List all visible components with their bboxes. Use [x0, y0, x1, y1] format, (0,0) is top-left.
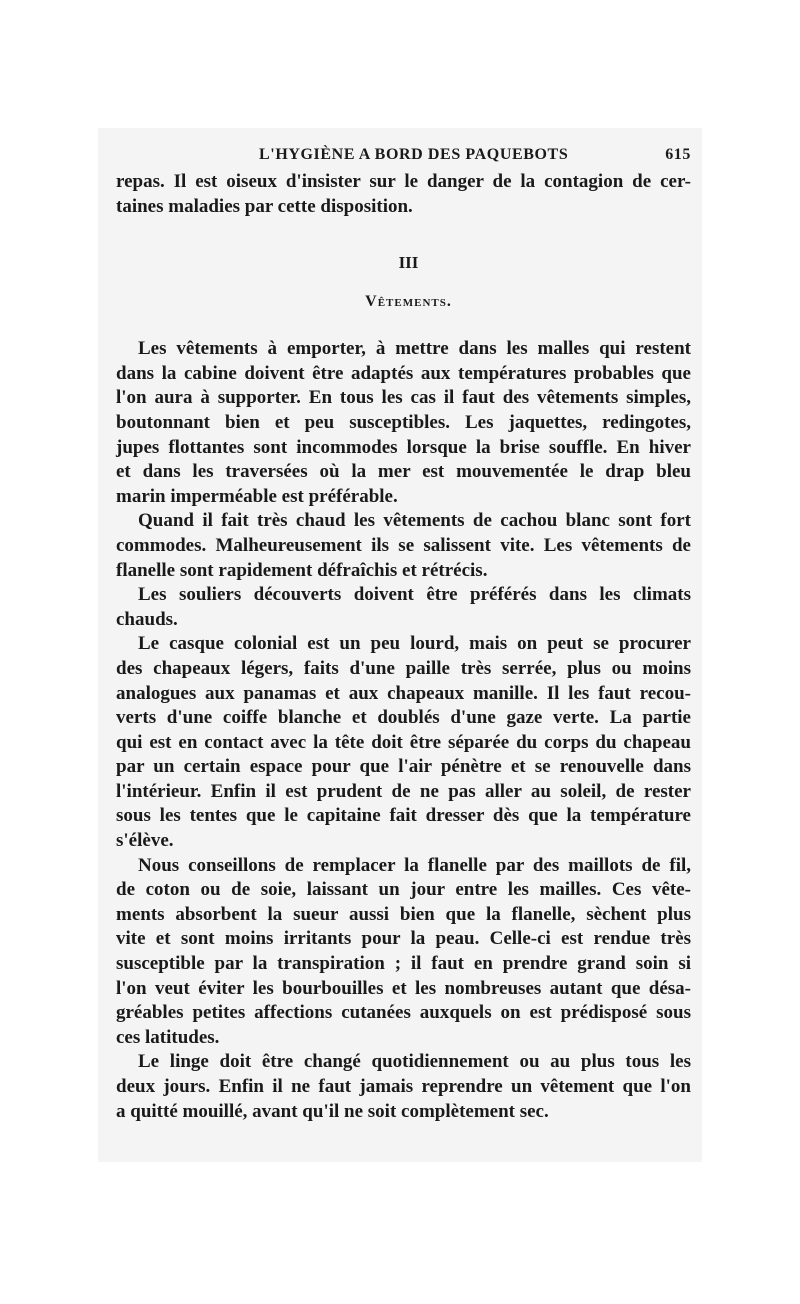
text-line: de coton ou de soie, laissant un jour entre les mailles. Ces vête-: [116, 879, 691, 901]
text-line: Les vêtements à emporter, à mettre dans les malles qui restent: [138, 338, 691, 360]
text-line: l'on aura à supporter. En tous les cas il faut des vêtements simples,: [116, 387, 691, 409]
text-line: flanelle sont rapidement défraîchis et rétrécis.: [116, 559, 488, 581]
text-line: a quitté mouillé, avant qu'il ne soit complètement sec.: [116, 1100, 549, 1122]
text-line: vite et sont moins irritants pour la peau. Celle-ci est rendue très: [116, 928, 691, 950]
text-line: chauds.: [116, 608, 178, 630]
text-line: taines maladies par cette disposition.: [116, 195, 413, 217]
text-line: Le casque colonial est un peu lourd, mais on peut se procurer: [138, 633, 691, 655]
text-line: repas. Il est oiseux d'insister sur le danger de la contagion de cer-: [116, 171, 691, 192]
text-line: susceptible par la transpiration ; il faut en prendre grand soin si: [116, 953, 691, 975]
text-line: ces latitudes.: [116, 1026, 220, 1048]
text-line: et dans les traversées où la mer est mouvementée le drap bleu: [116, 461, 691, 483]
page-content: [116, 140, 691, 1124]
text-line: verts d'une coiffe blanche et doublés d'une gaze verte. La partie: [116, 707, 691, 729]
text-line: jupes flottantes sont incommodes lorsque la brise souffle. En hiver: [116, 436, 691, 458]
text-line: dans la cabine doivent être adaptés aux températures probables que: [116, 362, 691, 384]
text-line: Nous conseillons de remplacer la flanelle par des maillots de fil,: [138, 854, 691, 876]
paragraph-clothing: [116, 337, 691, 509]
intro-paragraph: [116, 170, 691, 219]
text-line: des chapeaux légers, faits d'une paille très serrée, plus ou moins: [116, 657, 691, 679]
text-line: l'intérieur. Enfin il est prudent de ne pas aller au soleil, de rester: [116, 780, 691, 802]
paragraph-shoes: [116, 583, 691, 632]
text-line: boutonnant bien et peu susceptibles. Les jaquettes, redingotes,: [116, 411, 691, 433]
paragraph-hats: [116, 632, 691, 853]
text-line: Le linge doit être changé quotidiennement ou au plus tous les: [138, 1051, 691, 1073]
text-line: qui est en contact avec la tête doit être séparée du corps du chapeau: [116, 731, 691, 753]
text-line: commodes. Malheureusement ils se salissent vite. Les vêtements de: [116, 534, 691, 556]
text-line: Les souliers découverts doivent être préférés dans les climats: [138, 584, 691, 606]
text-line: s'élève.: [116, 830, 174, 852]
page-number: 615: [665, 146, 691, 163]
text-line: Quand il fait très chaud les vêtements de cachou blanc sont fort: [138, 510, 691, 532]
section-title: Vêtements.: [365, 293, 452, 311]
text-line: ments absorbent la sueur aussi bien que la flanelle, sèchent plus: [116, 903, 691, 925]
paragraph-linen: [116, 1050, 691, 1124]
text-line: l'on veut éviter les bourbouilles et les nombreuses autant que désa-: [116, 977, 691, 999]
text-line: sous les tentes que le capitaine fait dresser dès que la température: [116, 805, 691, 827]
running-header: [116, 140, 691, 170]
paragraph-underwear: [116, 854, 691, 1051]
running-title: L'HYGIÈNE A BORD DES PAQUEBOTS: [259, 146, 569, 163]
text-line: gréables petites affections cutanées auxquels on est prédisposé sous: [116, 1002, 691, 1024]
text-line: par un certain espace pour que l'air pénètre et se renouvelle dans: [116, 756, 691, 778]
text-line: marin imperméable est préférable.: [116, 485, 398, 507]
section-number: III: [398, 253, 419, 273]
text-line: analogues aux panamas et aux chapeaux manille. Il les faut recou-: [116, 682, 691, 704]
text-line: deux jours. Enfin il ne faut jamais reprendre un vêtement que l'on: [116, 1076, 691, 1097]
paragraph-hot-weather: [116, 509, 691, 583]
